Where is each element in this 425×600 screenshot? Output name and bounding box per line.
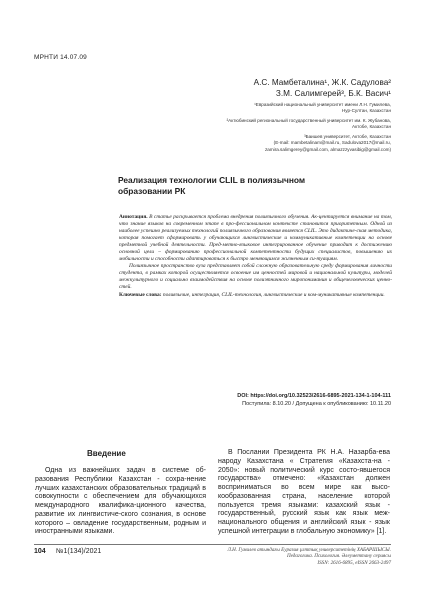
affiliation-line: ²Актюбинский региональный государственный университет им. К. Жубанова, (226, 118, 391, 124)
keywords-paragraph (119, 292, 392, 299)
journal-issn: ISSN: 2616-6895, eISSN 2663-2497 (317, 559, 391, 566)
intro-right-paragraph: В Послании Президента РК Н.А. Назарба-ева народу Казахстана « Стратегия «Казахста-на - 2050»: новый политический курс состо-явшегося государства» отмечено: «Казахстан должен восприниматься во всем мире как высо-кообразованная страна, население которой пользуется тремя языками: казахский язык - государственный, русский язык как язык меж-национального общения и английский язык - язык успешной интеграции в глобальную экономику» [1]. (218, 449, 390, 535)
authors-line-1: А.С. Мамбеталина¹, Ж.К. Садулова² (253, 78, 391, 87)
issue-number: №1(134)/2021 (56, 548, 102, 555)
affiliation-line: ¹Евразийский национальный университет имени Л.Н. Гумилева, (254, 102, 391, 107)
article-title (118, 175, 308, 196)
article-title-line-2: образовании РК (118, 185, 186, 196)
udc-code: МРНТИ 14.07.09 (34, 54, 87, 61)
abstract-paragraph-1 (119, 214, 392, 263)
intro-left-column (35, 467, 206, 537)
submission-dates: Поступила: 8.10.20 / Допущена к опубликованию: 10.11.20 (242, 400, 391, 407)
intro-right-column (218, 449, 390, 537)
authors-line-2: З.М. Салимгерей³, Б.К. Васич¹ (275, 89, 391, 98)
doi-block (141, 393, 391, 409)
abstract-text-1: В статье раскрывается проблема внедрения полиязычного обучения. Ак-центируется внимание на том, что знание языков на современном этапе в про-фессиональном контексте становится приоритетным. Одной из наиболее успешно реализуемых технологий полиязычного образования является CLIL. Это дидактиче-ская методика, которая помогает сформировать у обучающихся лингвистические и коммуникативные компетенции на основе предметной учебной деятельности. Пред-метно-языковое интегрированное обучение приводит к достижению основной цели – формированию профессиональной компетентности будущих специалистов, повышению их мобильности и способности адаптироваться к быстро меняющимся жизненным си-туациям. (119, 214, 392, 263)
intro-left-paragraph: Одна из важнейших задач в системе об-разования Республики Казахстан - сохра-нение лучших казахстанских образовательных традиций в совокупности с обеспечением для обучающихся международного квалифика-ционного качества, развитие их лингвистиче-ского сознания, в основе которого – овладение государственным, родным и иностранными языками. (35, 467, 206, 536)
affiliations-block (191, 102, 391, 153)
keywords-text: полиязычие, интеграция, CLIL-технология, лингвистические и ком-муникативные компетенции. (161, 291, 385, 298)
article-title-line-1: Реализация технологии CLIL в полиязычном (118, 175, 306, 185)
footer-divider (34, 544, 391, 545)
affiliation-line: ³Баишев университет, Актобе, Казахстан (304, 134, 391, 140)
abstract-label: Аннотация. (119, 214, 148, 220)
authors-block (191, 77, 391, 99)
affiliation-email: (E-mail: mambetalinam@mail.ru, Sadulova2017@mail.ru, (273, 140, 391, 146)
section-heading-introduction: Введение (87, 449, 126, 458)
abstract-paragraph-2: Полиязычное пространство вуза представляет собой сложную образовательную среду формирования личности студента, в рамках которой осуществляется освоение им ценностей мировой и национальной культуры, моделей межкультурного и социально взаимодействия на основе полиэтничного миропонимания и общечеловеческих ценно-стей. (119, 263, 392, 291)
journal-info (161, 547, 391, 566)
page-number: 104 (34, 548, 46, 555)
abstract-block (119, 214, 392, 299)
affiliation-line: Актобе, Казахстан (352, 124, 391, 130)
affiliation-email: zamira.salimgerey@gmail.com, almazzzyvasibig@gmail.com) (265, 146, 391, 152)
journal-name: Л.Н. Гумилев атындағы Еуразия ұлттық университетінің ХАБАРШЫСЫ. (227, 547, 391, 553)
affiliation-line: Нур-Султан, Казахстан (341, 108, 391, 114)
keywords-label: Ключевые слова: (119, 291, 162, 298)
doi-link[interactable]: DOI: https://doi.org/10.32523/2616-6895-2021-134-1-104-111 (237, 393, 391, 399)
journal-series: Педагогика. Психология. Әлеуметтану сериясы (286, 553, 391, 560)
